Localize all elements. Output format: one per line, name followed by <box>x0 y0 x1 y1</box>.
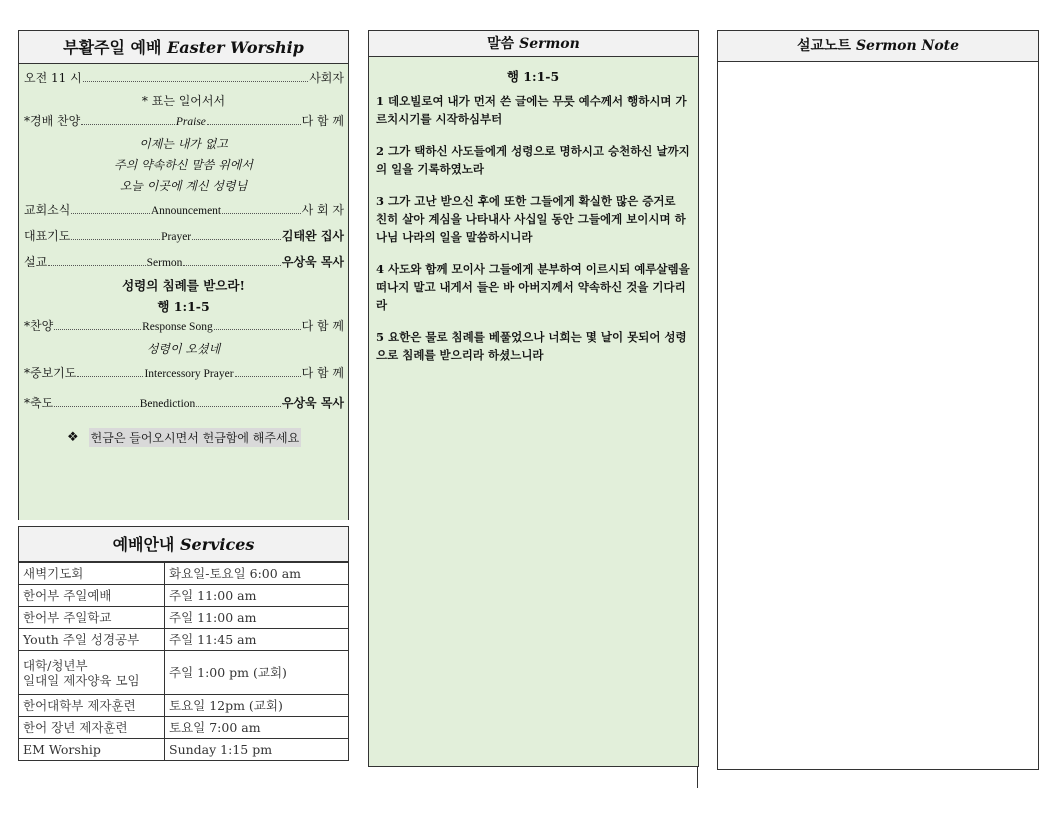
response-row <box>19 317 348 339</box>
diamond-bullet-icon: ❖ <box>67 430 79 445</box>
benediction-pastor: 우상욱 목사 <box>281 396 344 410</box>
service-time: 화요일-토요일 6:00 am <box>165 563 349 585</box>
service-time: 주일 11:00 am <box>165 607 349 629</box>
sermon-label: 설교 <box>24 255 48 269</box>
sermon-body <box>368 57 699 767</box>
service-row <box>19 695 349 717</box>
sermon-note-panel <box>717 30 1039 770</box>
intercession-en: Intercessory Prayer <box>144 368 234 380</box>
dot-leader <box>192 230 281 240</box>
lyric-line: 오늘 이곳에 계신 성령님 <box>119 179 248 193</box>
service-name: Youth 주일 성경공부 <box>19 629 165 651</box>
scripture-reference: 행 1:1-5 <box>506 69 560 84</box>
service-row <box>19 739 349 761</box>
praise-leader: 다 함 께 <box>301 114 344 128</box>
lyric-line: 이제는 내가 없고 <box>139 137 228 151</box>
benediction-row <box>19 394 348 416</box>
intercession-label: *중보기도 <box>24 366 77 380</box>
sermon-note-title-ko: 설교노트 <box>796 38 856 54</box>
service-time: 토요일 12pm (교회) <box>165 695 349 717</box>
dot-leader <box>222 204 300 214</box>
service-name: 한어부 주일학교 <box>19 607 165 629</box>
dot-leader <box>83 72 309 82</box>
time-row <box>19 69 348 91</box>
dot-leader <box>196 397 281 407</box>
intercession-leader: 다 함 께 <box>301 366 344 380</box>
announcement-row <box>19 201 348 223</box>
response-leader: 다 함 께 <box>301 319 345 333</box>
time-presider: 사회자 <box>309 71 344 85</box>
service-name: 대학/청년부 일대일 제자양육 모임 <box>19 651 165 695</box>
prayer-leader: 김태완 집사 <box>281 229 344 243</box>
benediction-label: *축도 <box>24 396 54 410</box>
sermon-note-header <box>717 30 1039 62</box>
sermon-row <box>19 253 348 275</box>
service-row <box>19 629 349 651</box>
announcement-label: 교회소식 <box>24 203 71 217</box>
scripture-verse: 4 사도와 함께 모이사 그들에게 분부하여 이르시되 예루살렘을 떠나지 말고 내게서 들은 바 아버지께서 약속하신 것을 기다리라 <box>376 262 690 312</box>
prayer-row <box>19 227 348 249</box>
sermon-header <box>368 30 699 57</box>
response-en: Response Song <box>142 321 213 333</box>
prayer-en: Prayer <box>161 231 192 243</box>
service-name: 한어 장년 제자훈련 <box>19 717 165 739</box>
services-table <box>18 562 349 761</box>
sermon-title: 성령의 침례를 받으라! <box>122 278 245 293</box>
time-label: 오전 11 시 <box>24 71 82 85</box>
service-name: 새벽기도회 <box>19 563 165 585</box>
service-name: EM Worship <box>19 739 165 761</box>
offering-note-text: 헌금은 들어오시면서 헌금함에 해주세요 <box>89 428 302 447</box>
sermon-en: Sermon <box>146 257 183 269</box>
dot-leader <box>81 115 175 125</box>
dot-leader <box>71 230 160 240</box>
prayer-label: 대표기도 <box>24 229 71 243</box>
scripture-verse: 3 그가 고난 받으신 후에 또한 그들에게 확실한 많은 증거로 친히 살아 계심을 나타내사 사십일 동안 그들에게 보이시며 하나님 나라의 일을 말씀하시니라 <box>376 194 686 244</box>
sermon-title-en: Sermon <box>519 36 580 52</box>
service-time: 주일 11:00 am <box>165 585 349 607</box>
worship-order-panel <box>18 30 349 520</box>
service-row <box>19 585 349 607</box>
praise-row <box>19 112 348 134</box>
service-name: 한어부 주일예배 <box>19 585 165 607</box>
dot-leader <box>183 256 280 266</box>
dot-leader <box>214 320 301 330</box>
response-label: *찬양 <box>24 319 54 333</box>
service-time: Sunday 1:15 pm <box>165 739 349 761</box>
services-panel <box>18 526 349 761</box>
service-time: 토요일 7:00 am <box>165 717 349 739</box>
intercession-row <box>19 364 348 386</box>
lyric-line: 성령이 오셨네 <box>146 342 221 356</box>
sermon-reference: 행 1:1-5 <box>157 299 210 314</box>
dot-leader <box>71 204 149 214</box>
service-name: 한어대학부 제자훈련 <box>19 695 165 717</box>
service-row <box>19 717 349 739</box>
sermon-preacher: 우상욱 목사 <box>281 255 345 269</box>
worship-title-en: Easter Worship <box>167 38 304 57</box>
sermon-panel <box>368 30 699 767</box>
services-title-en: Services <box>179 535 255 554</box>
praise-en: Praise <box>175 116 206 128</box>
service-time: 주일 11:45 am <box>165 629 349 651</box>
worship-order-body <box>18 64 349 520</box>
stand-note: * 표는 일어서서 <box>141 94 226 108</box>
worship-header <box>18 30 349 64</box>
dot-leader <box>207 115 301 125</box>
service-row <box>19 651 349 695</box>
sermon-title-ko: 말씀 <box>487 36 520 52</box>
sermon-note-title-en: Sermon Note <box>855 38 960 54</box>
scripture-verse: 2 그가 택하신 사도들에게 성령으로 명하시고 승천하신 날까지의 일을 기록하였노라 <box>376 144 690 176</box>
column-edge <box>697 766 698 788</box>
announcement-leader: 사 회 자 <box>301 203 345 217</box>
scripture-verse: 1 데오빌로여 내가 먼저 쓴 글에는 무릇 예수께서 행하시며 가르치시기를 시작하심부터 <box>376 94 687 126</box>
dot-leader <box>77 367 143 377</box>
benediction-en: Benediction <box>139 398 196 410</box>
services-header <box>18 526 349 562</box>
praise-label: *경배 찬양 <box>24 114 81 128</box>
service-row <box>19 607 349 629</box>
dot-leader <box>54 320 141 330</box>
scripture-verse: 5 요한은 물로 침례를 베풀었으나 너희는 몇 날이 못되어 성령으로 침례를 받으리라 하셨느니라 <box>376 330 687 362</box>
dot-leader <box>54 397 139 407</box>
services-title-ko: 예배안내 <box>112 535 180 554</box>
service-row <box>19 563 349 585</box>
lyric-line: 주의 약속하신 말씀 위에서 <box>114 158 253 172</box>
dot-leader <box>48 256 145 266</box>
dot-leader <box>235 367 301 377</box>
offering-note <box>19 428 348 447</box>
sermon-note-area <box>717 62 1039 770</box>
service-time: 주일 1:00 pm (교회) <box>165 651 349 695</box>
announcement-en: Announcement <box>150 205 222 217</box>
worship-title-ko: 부활주일 예배 <box>63 38 168 57</box>
